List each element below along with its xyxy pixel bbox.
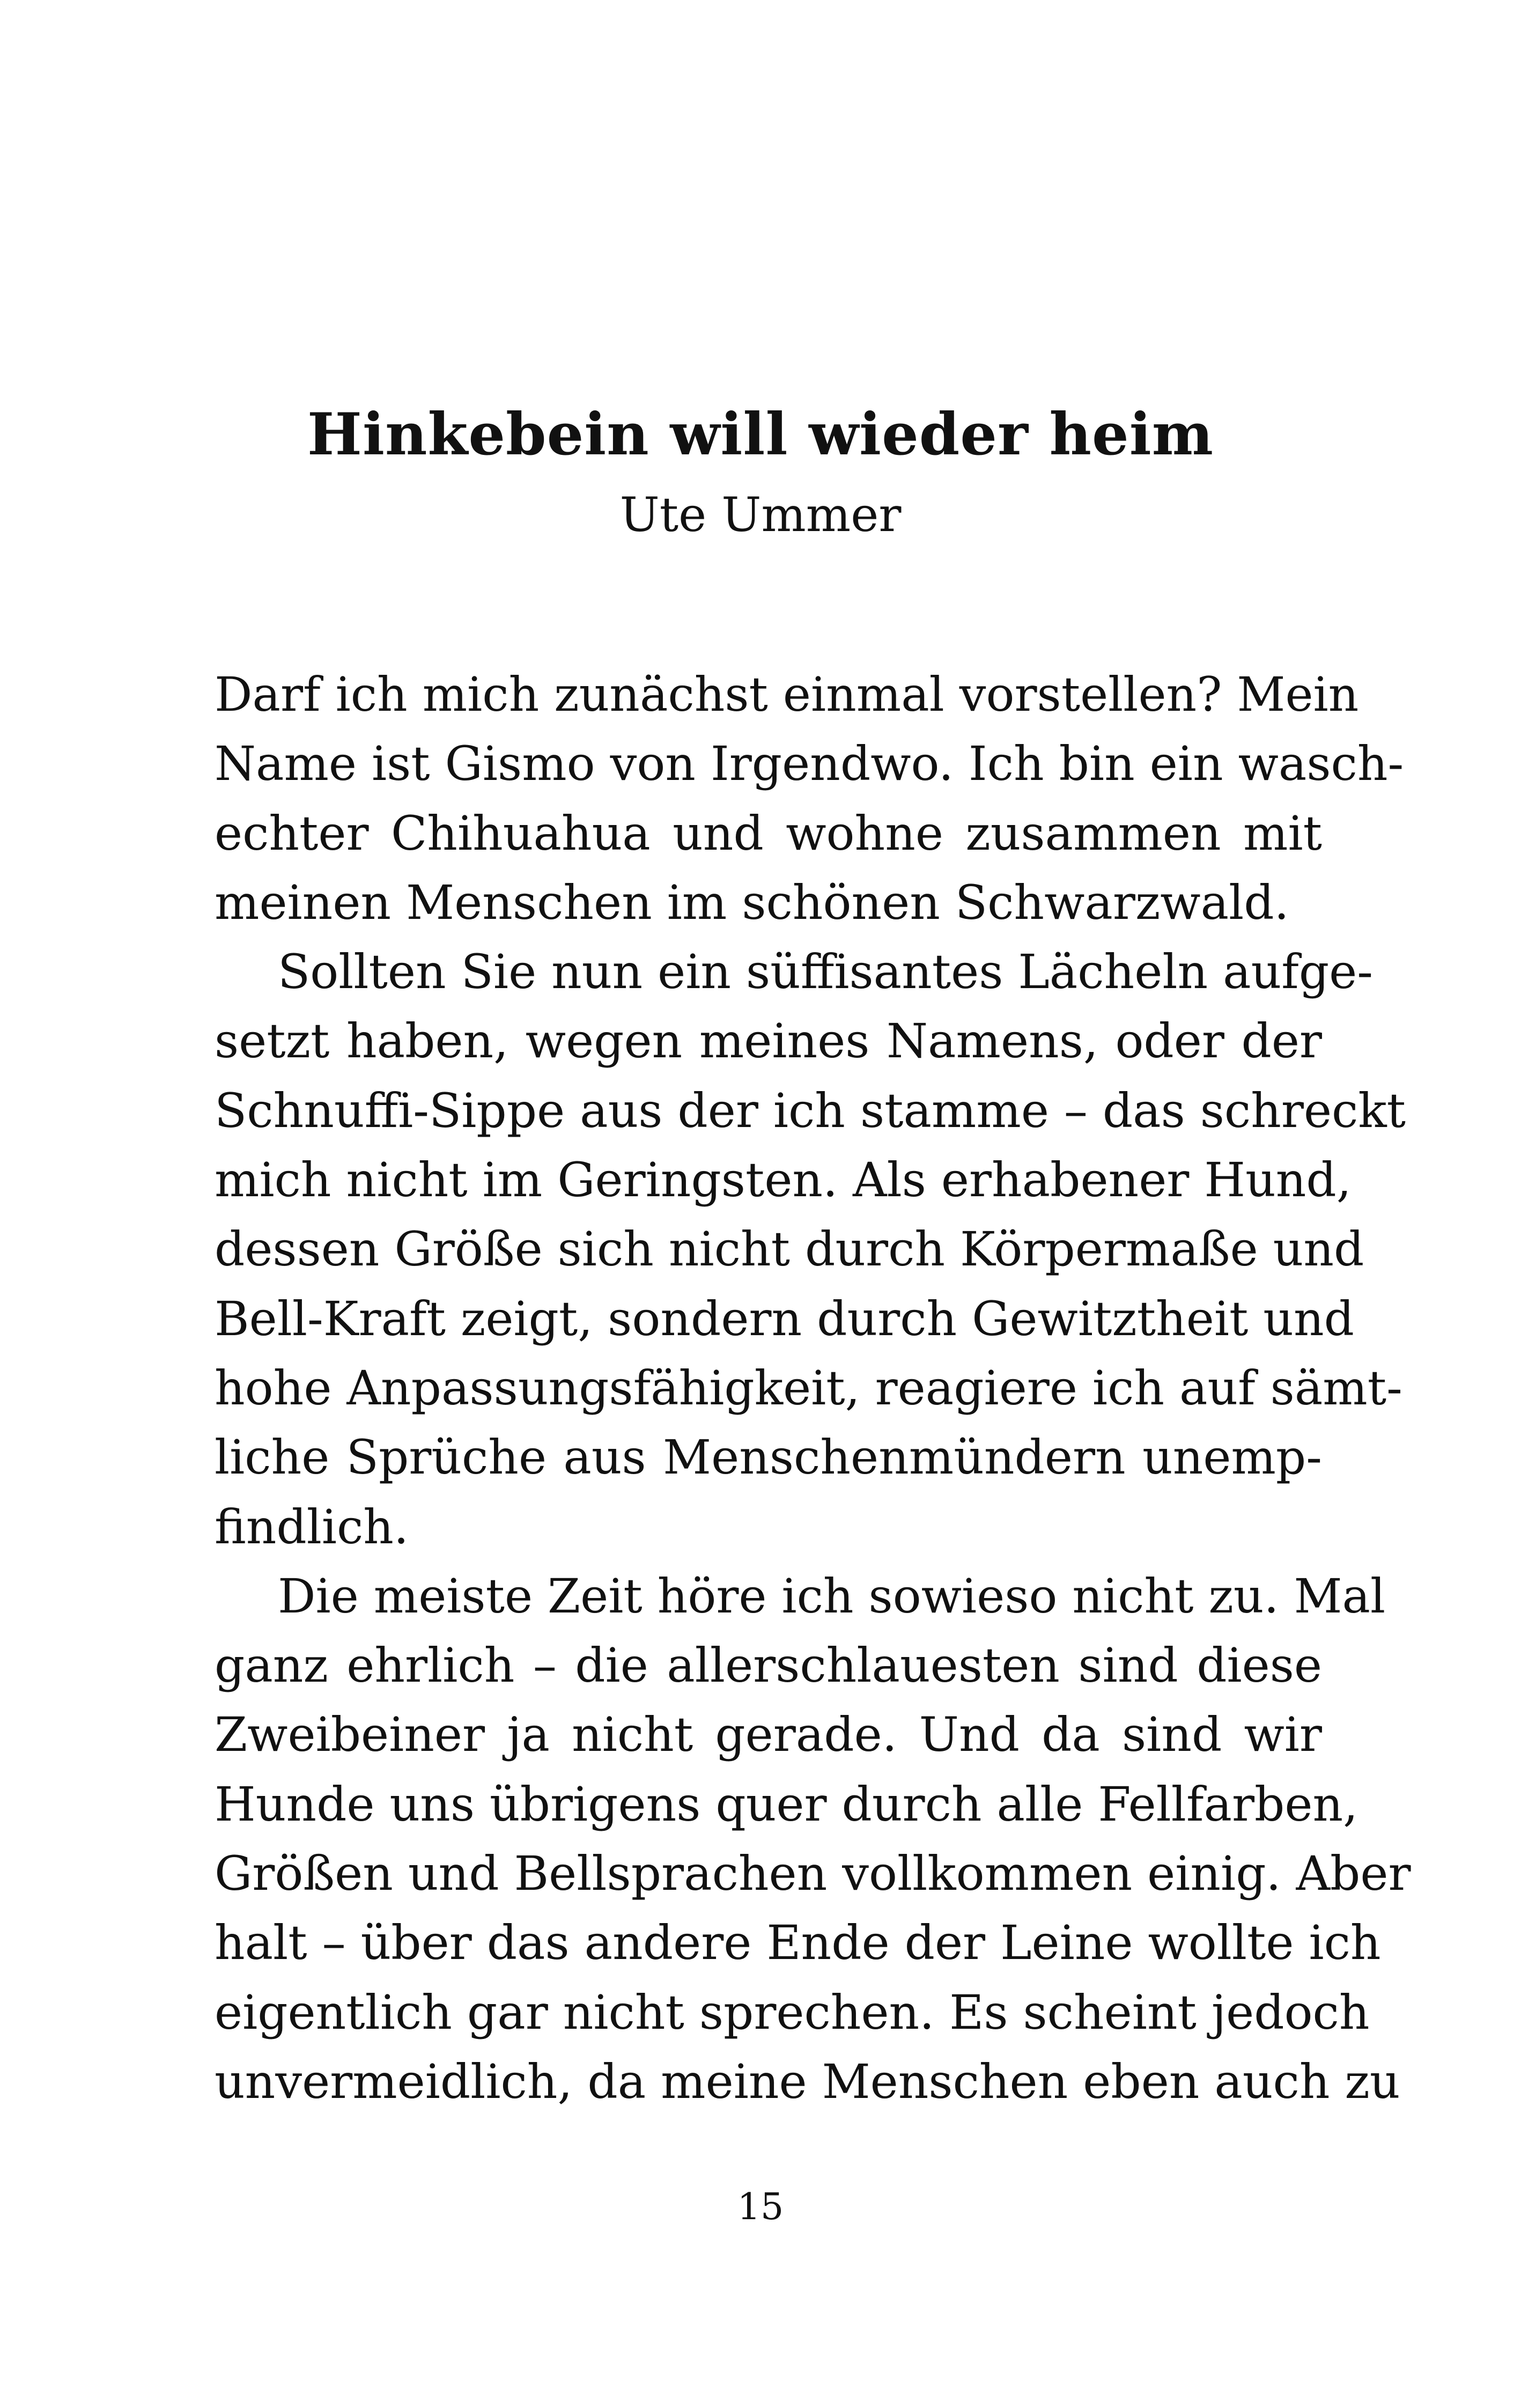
- text-line: Darf ich mich zunächst einmal vorstellen? Mein: [215, 667, 1359, 722]
- text-line: Zweibeiner ja nicht gerade. Und da sind wir: [215, 1707, 1322, 1763]
- story-author: Ute Ummer: [619, 487, 902, 542]
- text-line: findlich.: [215, 1499, 409, 1555]
- text-line: unvermeidlich, da meine Menschen eben auch zu: [215, 2053, 1400, 2109]
- text-line: Bell-Kraft zeigt, sondern durch Gewitztheit und: [215, 1291, 1354, 1346]
- text-line: Name ist Gismo von Irgendwo. Ich bin ein wasch-: [215, 736, 1404, 792]
- text-line: halt – über das andere Ende der Leine wollte ich: [215, 1915, 1381, 1971]
- text-line: Hunde uns übrigens quer durch alle Fellfarben,: [215, 1776, 1358, 1832]
- text-line: liche Sprüche aus Menschenmündern unemp-: [215, 1430, 1322, 1485]
- text-line: hohe Anpassungsfähigkeit, reagiere ich auf sämt-: [215, 1360, 1402, 1416]
- story-body: [215, 660, 1411, 2116]
- text-line: eigentlich gar nicht sprechen. Es scheint jedoch: [215, 1984, 1370, 2040]
- paragraph: [215, 1562, 1411, 2116]
- paragraph: [215, 660, 1404, 937]
- paragraph: [215, 937, 1406, 1562]
- text-line: Sollten Sie nun ein süffisantes Lächeln aufge-: [278, 944, 1373, 1000]
- text-line: ganz ehrlich – die allerschlauesten sind diese: [215, 1638, 1322, 1693]
- page-number: 15: [737, 2186, 784, 2228]
- text-line: Schnuffi-Sippe aus der ich stamme – das schreckt: [215, 1083, 1406, 1138]
- text-line: mich nicht im Geringsten. Als erhabener Hund,: [215, 1152, 1352, 1208]
- text-line: setzt haben, wegen meines Namens, oder der: [215, 1013, 1322, 1069]
- story-title: Hinkebein will wieder heim: [307, 401, 1214, 468]
- text-line: echter Chihuahua und wohne zusammen mit: [215, 805, 1322, 861]
- text-line: Die meiste Zeit höre ich sowieso nicht zu. Mal: [278, 1568, 1386, 1624]
- text-line: dessen Größe sich nicht durch Körpermaße und: [215, 1221, 1364, 1277]
- text-line: meinen Menschen im schönen Schwarzwald.: [215, 874, 1289, 930]
- text-line: Größen und Bellsprachen vollkommen einig. Aber: [215, 1846, 1411, 1902]
